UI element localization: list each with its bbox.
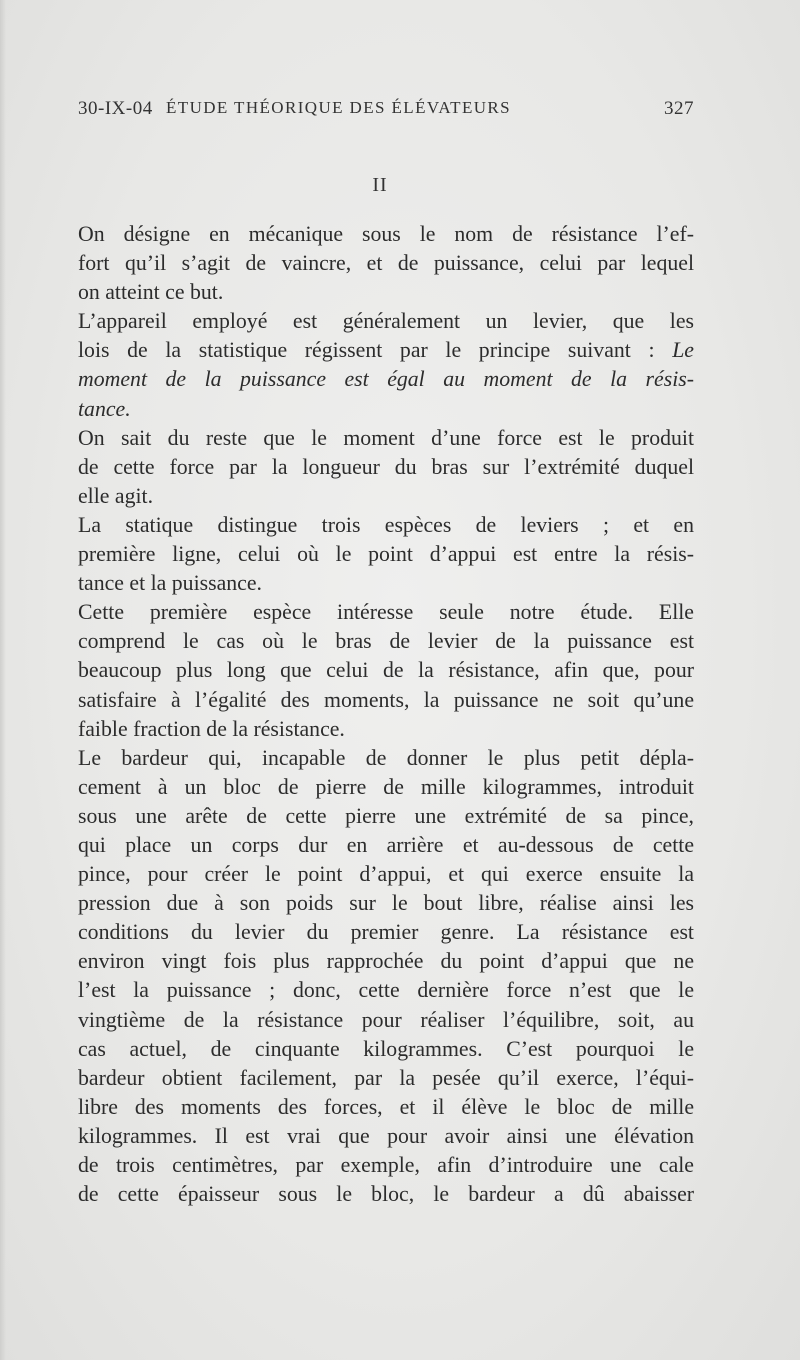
text-line <box>78 540 694 569</box>
line-text: elle agit. <box>78 483 154 508</box>
line-text: de trois centimètres, par exemple, afin d’introduire une cale <box>78 1153 694 1177</box>
text-line <box>78 395 694 424</box>
text-line <box>78 336 694 365</box>
line-text: On sait du reste que le moment d’une force est le produit <box>78 425 694 450</box>
text-line <box>78 802 694 831</box>
line-text: de cette épaisseur sous le bloc, le bardeur a dû abaisser <box>78 1182 694 1207</box>
text-line <box>78 918 694 947</box>
line-text: on atteint ce but. <box>78 280 224 305</box>
text-line <box>78 1035 694 1064</box>
text-line <box>78 1093 694 1122</box>
line-text: Cette première espèce intéresse seule notre étude. Elle <box>78 600 694 625</box>
text-line <box>78 1151 694 1180</box>
line-text: qui place un corps dur en arrière et au-dessous de cette <box>78 832 694 857</box>
text-line <box>78 511 694 540</box>
text-line <box>78 220 694 249</box>
line-text: kilogrammes. Il est vrai que pour avoir ainsi une élévation <box>78 1123 694 1148</box>
line-text: l’est la puissance ; donc, cette dernière force n’est que le <box>78 978 694 1003</box>
text-line <box>78 1180 694 1209</box>
line-text: comprend le cas où le bras de levier de la puissance est <box>78 629 694 654</box>
line-text: bardeur obtient facilement, par la pesée qu’il exerce, l’équi- <box>78 1065 694 1090</box>
text-line <box>78 744 694 773</box>
line-italic-text: tance. <box>78 396 131 421</box>
line-text: pince, pour créer le point d’appui, et qui exerce ensuite la <box>78 862 694 887</box>
page-edge-shadow <box>0 0 6 1360</box>
line-italic-text: moment de la puissance est égal au moment de la résis- <box>78 367 694 392</box>
page-number: 327 <box>664 98 694 119</box>
text-line <box>78 1122 694 1151</box>
line-text: première ligne, celui où le point d’appui est entre la résis- <box>78 542 694 567</box>
line-text: faible fraction de la résistance. <box>78 716 345 741</box>
line-text: pression due à son poids sur le bout libre, réalise ainsi les <box>78 891 694 916</box>
line-text: conditions du levier du premier genre. La résistance est <box>78 920 694 945</box>
header-date: 30-IX-04 <box>78 98 153 119</box>
line-text: lois de la statistique régissent par le principe suivant : <box>78 338 673 363</box>
line-text: environ vingt fois plus rapprochée du point d’appui que ne <box>78 949 694 974</box>
text-line <box>78 1006 694 1035</box>
text-line <box>78 656 694 685</box>
line-text: cas actuel, de cinquante kilogrammes. C’est pourquoi le <box>78 1036 694 1061</box>
text-line <box>78 773 694 802</box>
text-line <box>78 424 694 453</box>
text-line <box>78 715 694 744</box>
line-text: vingtième de la résistance pour réaliser l’équilibre, soit, au <box>78 1007 694 1032</box>
text-line <box>78 1064 694 1093</box>
line-text: tance et la puissance. <box>78 571 262 596</box>
body-text <box>78 220 694 1209</box>
text-line <box>78 860 694 889</box>
line-text: L’appareil employé est généralement un levier, que les <box>78 309 694 334</box>
text-line <box>78 365 694 394</box>
text-line <box>78 831 694 860</box>
text-line <box>78 889 694 918</box>
line-text: de cette force par la longueur du bras sur l’extrémité duquel <box>78 454 694 479</box>
text-line <box>78 686 694 715</box>
text-line <box>78 307 694 336</box>
line-text: La statique distingue trois espèces de leviers ; et en <box>78 512 694 537</box>
section-number: II <box>372 174 388 196</box>
line-italic-text: Le <box>672 338 694 363</box>
text-line <box>78 976 694 1005</box>
text-line <box>78 482 694 511</box>
line-text: On désigne en mécanique sous le nom de résistance l’ef- <box>78 222 694 246</box>
line-text: libre des moments des forces, et il élève le bloc de mille <box>78 1094 694 1119</box>
text-line <box>78 598 694 627</box>
running-head <box>78 98 694 128</box>
line-text: sous une arête de cette pierre une extrémité de sa pince, <box>78 803 694 828</box>
line-text: cement à un bloc de pierre de mille kilogrammes, introduit <box>78 774 694 799</box>
line-text: beaucoup plus long que celui de la résistance, afin que, pour <box>78 658 694 683</box>
text-line <box>78 569 694 598</box>
line-text: Le bardeur qui, incapable de donner le plus petit dépla- <box>78 745 694 770</box>
text-line <box>78 249 694 278</box>
text-line <box>78 453 694 482</box>
text-line <box>78 278 694 307</box>
line-text: fort qu’il s’agit de vaincre, et de puissance, celui par lequel <box>78 251 694 276</box>
line-text: satisfaire à l’égalité des moments, la puissance ne soit qu’une <box>78 687 694 712</box>
text-line <box>78 627 694 656</box>
text-line <box>78 947 694 976</box>
header-title: ÉTUDE THÉORIQUE DES ÉLÉVATEURS <box>166 98 511 117</box>
